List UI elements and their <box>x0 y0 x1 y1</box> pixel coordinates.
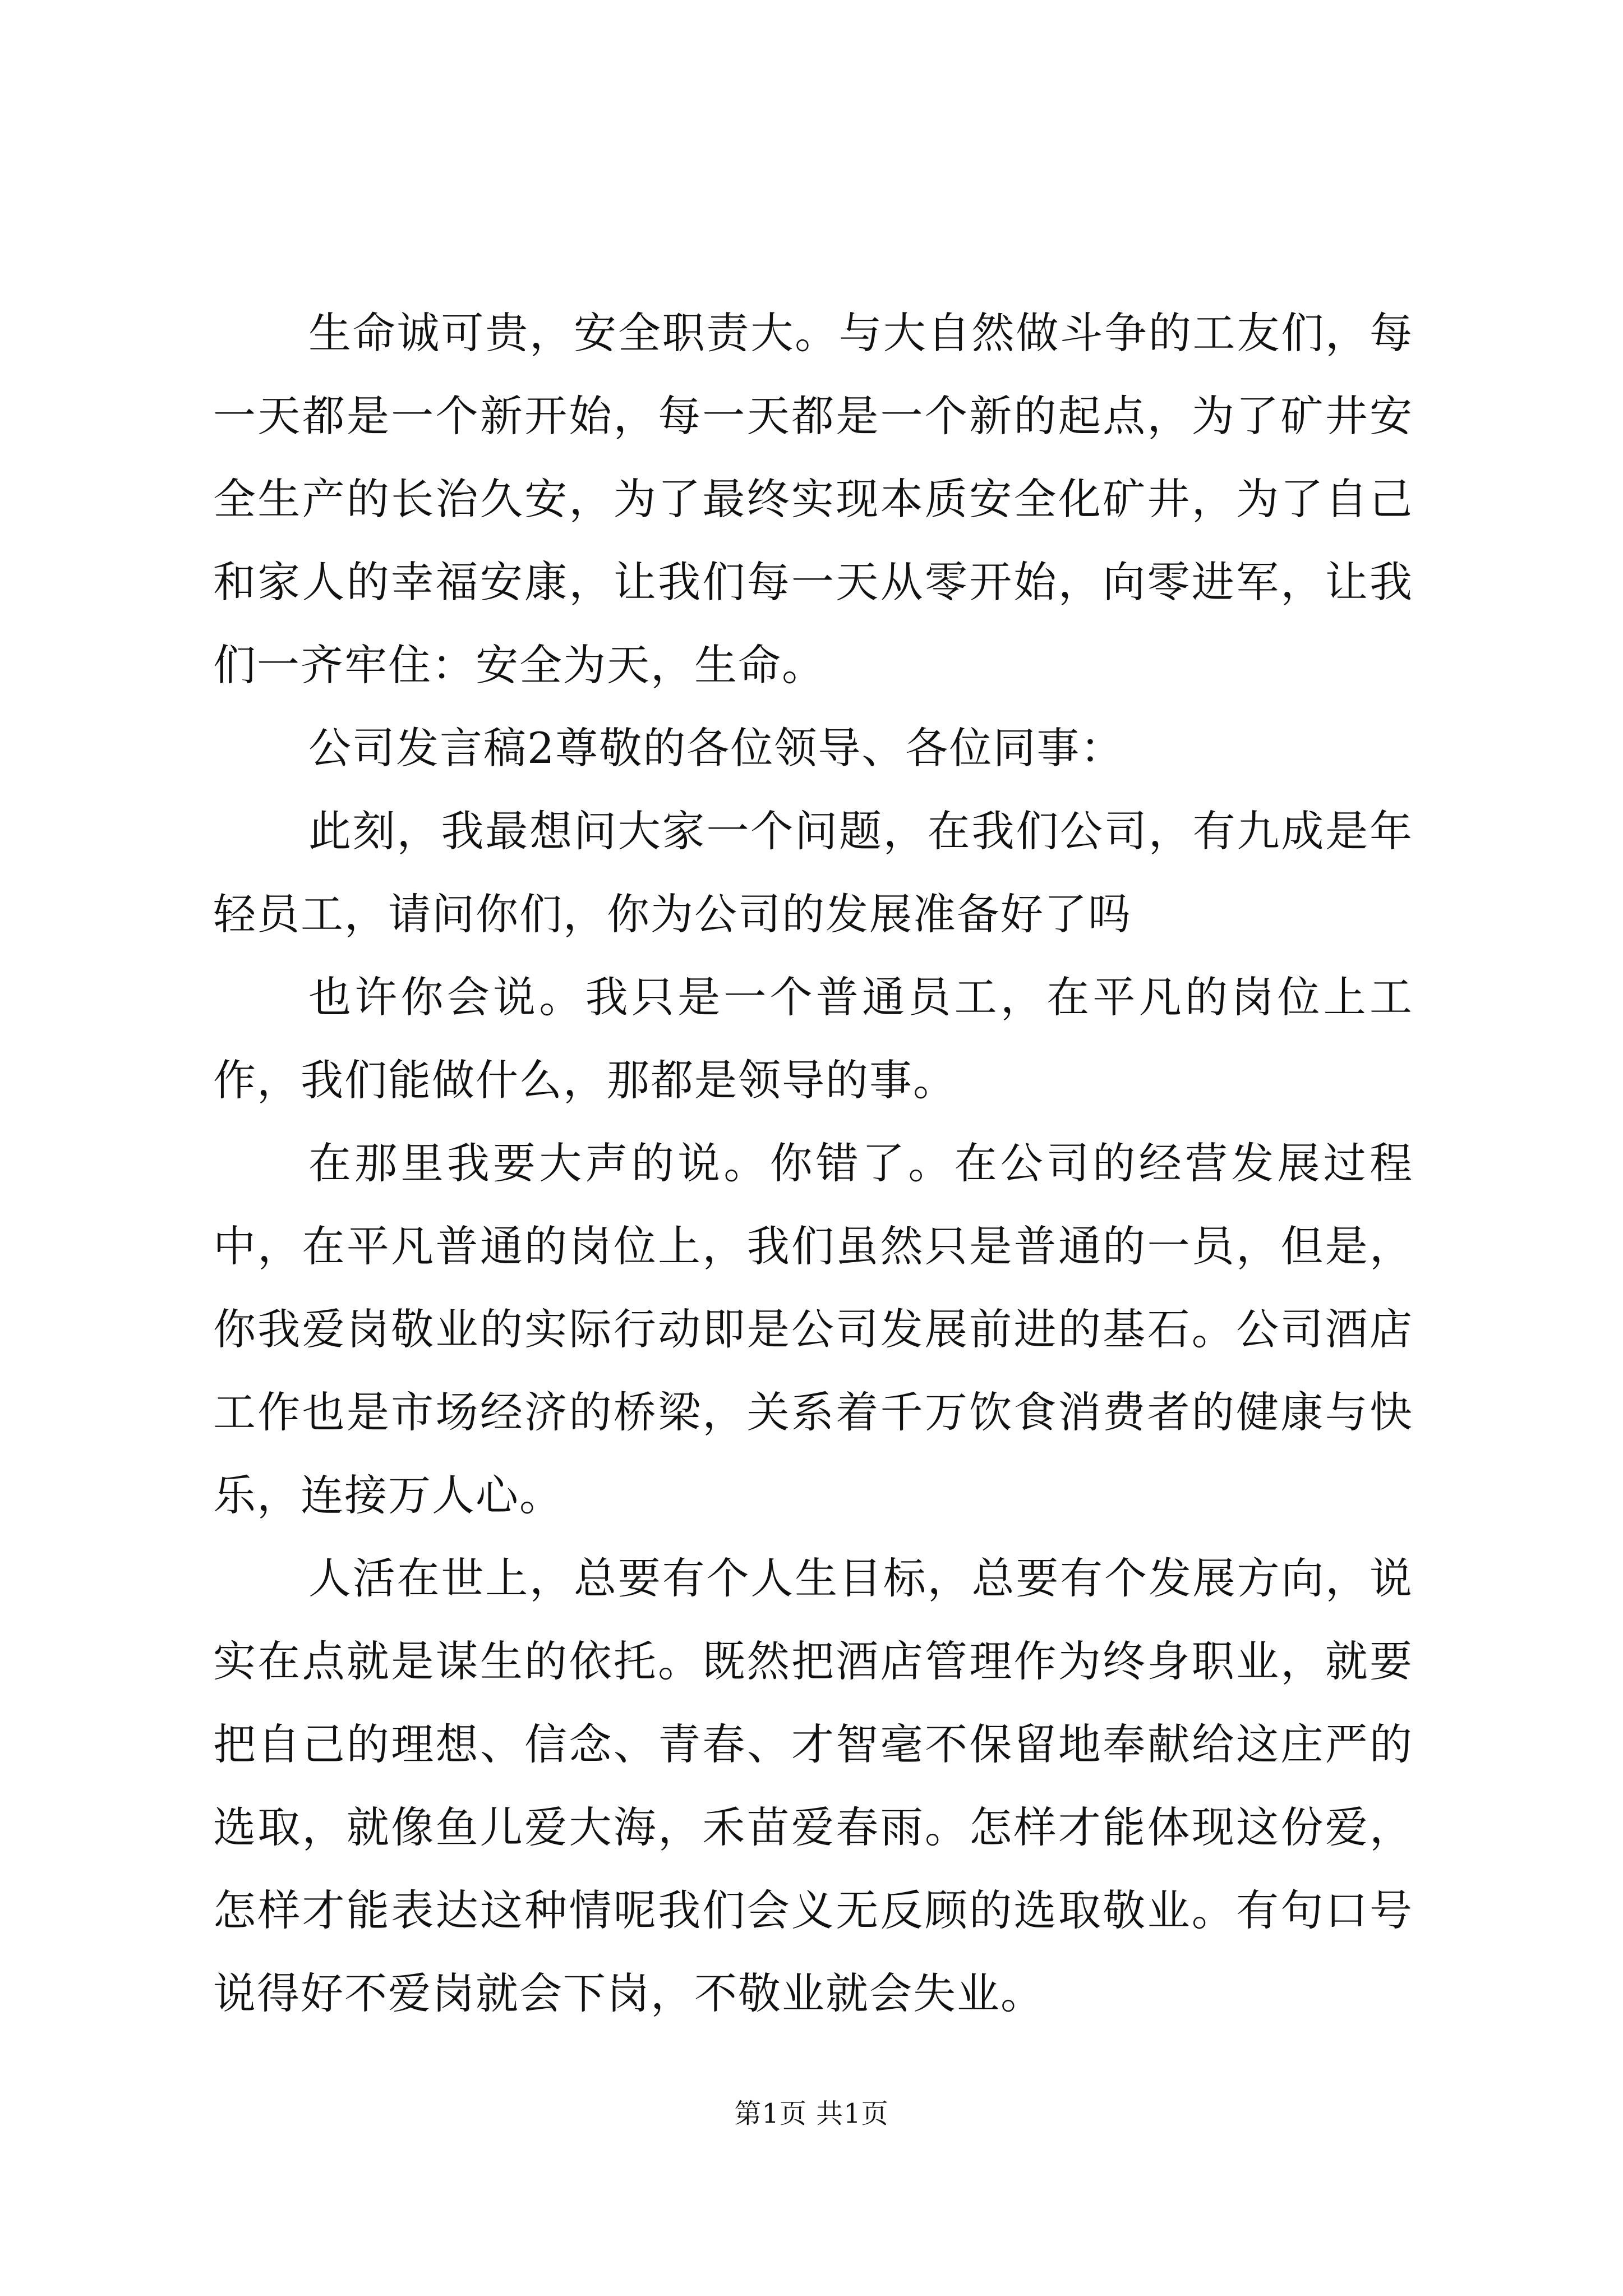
paragraph-5: 在那里我要大声的说。你错了。在公司的经营发展过程中，在平凡普通的岗位上，我们虽然只是普通的一员，但是，你我爱岗敬业的实际行动即是公司发展前进的基石。公司酒店工作也是市场经济的桥梁，关系着千万饮食消费者的健康与快乐，连接万人心。 <box>213 1138 1413 1520</box>
paragraph-3: 此刻，我最想问大家一个问题，在我们公司，有九成是年轻员工，请问你们，你为公司的发展准备好了吗 <box>213 806 1413 939</box>
page-footer: 第1页 共1页 <box>734 2098 889 2129</box>
paragraph-2: 公司发言稿2尊敬的各位领导、各位同事： <box>308 723 1124 773</box>
paragraph-6: 人活在世上，总要有个人生目标，总要有个发展方向，说实在点就是谋生的依托。既然把酒店管理作为终身职业，就要把自己的理想、信念、青春、才智毫不保留地奉献给这庄严的选取，就像鱼儿爱大海，禾苗爱春雨。怎样才能体现这份爱，怎样才能表达这种情呢我们会义无反顾的选取敬业。有句口号说得好不爱岗就会下岗，不敬业就会失业。 <box>213 1553 1413 2018</box>
document-body <box>213 292 1413 2035</box>
paragraph-1: 生命诚可贵，安全职责大。与大自然做斗争的工友们，每一天都是一个新开始，每一天都是一个新的起点，为了矿井安全生产的长治久安，为了最终实现本质安全化矿井，为了自己和家人的幸福安康，让我们每一天从零开始，向零进军，让我们一齐牢住：安全为天，生命。 <box>213 308 1413 690</box>
paragraph-4: 也许你会说。我只是一个普通员工，在平凡的岗位上工作，我们能做什么，那都是领导的事。 <box>213 972 1413 1105</box>
